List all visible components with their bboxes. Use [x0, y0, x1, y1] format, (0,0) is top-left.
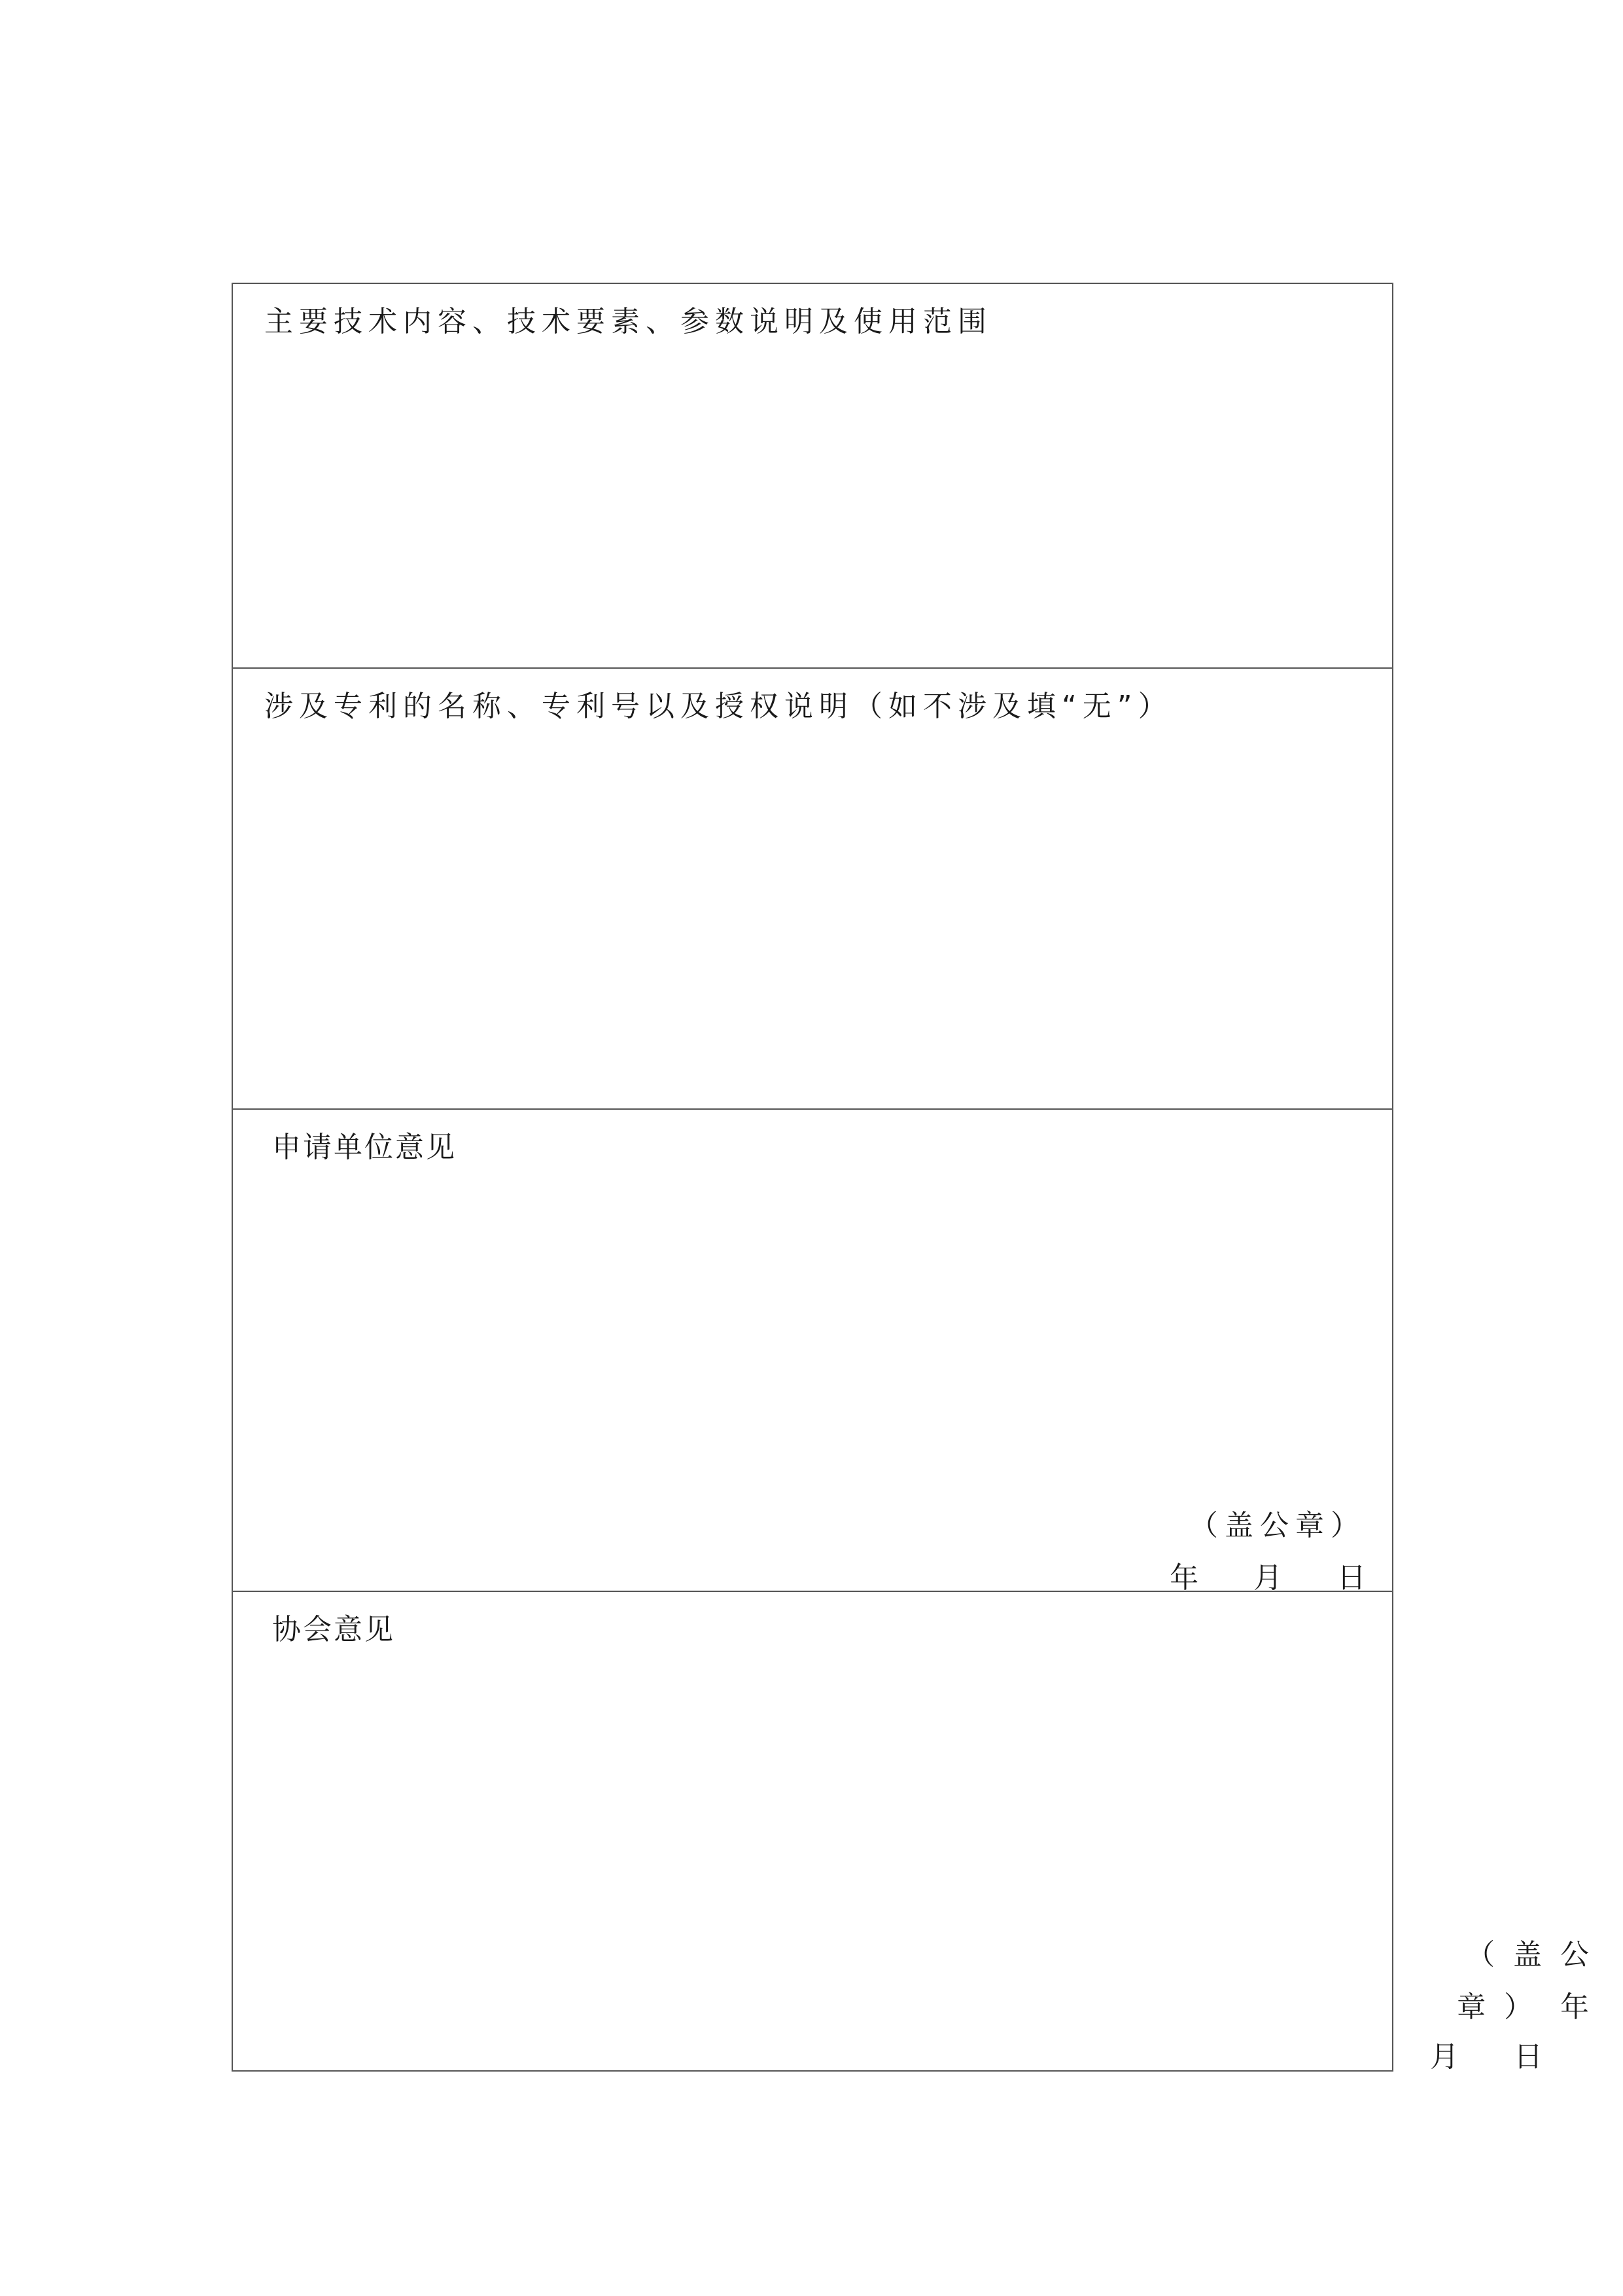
association-seal-note-line2: 章 ） 年 [1457, 1990, 1589, 2024]
technical-content-label: 主要技术内容、技术要素、参数说明及使用范围 [264, 305, 992, 338]
association-opinion-label: 协会意见 [272, 1613, 395, 1646]
applicant-opinion-section[interactable] [233, 1108, 1392, 1595]
patent-info-label: 涉及专利的名称、专利号以及授权说明（如不涉及填“无”） [264, 690, 1173, 723]
approval-form-table [232, 283, 1393, 2072]
association-seal-note-line1: （ 盖 公 [1466, 1938, 1589, 1971]
applicant-date-line: 年 月 日 [1170, 1561, 1366, 1595]
technical-content-section[interactable] [233, 284, 1392, 667]
patent-info-section[interactable] [233, 667, 1392, 1108]
association-opinion-section[interactable] [233, 1591, 1392, 2072]
applicant-opinion-label: 申请单位意见 [272, 1131, 457, 1164]
applicant-seal-note: （盖公章） [1189, 1509, 1366, 1542]
association-date-line: 月 日 [1430, 2040, 1543, 2074]
